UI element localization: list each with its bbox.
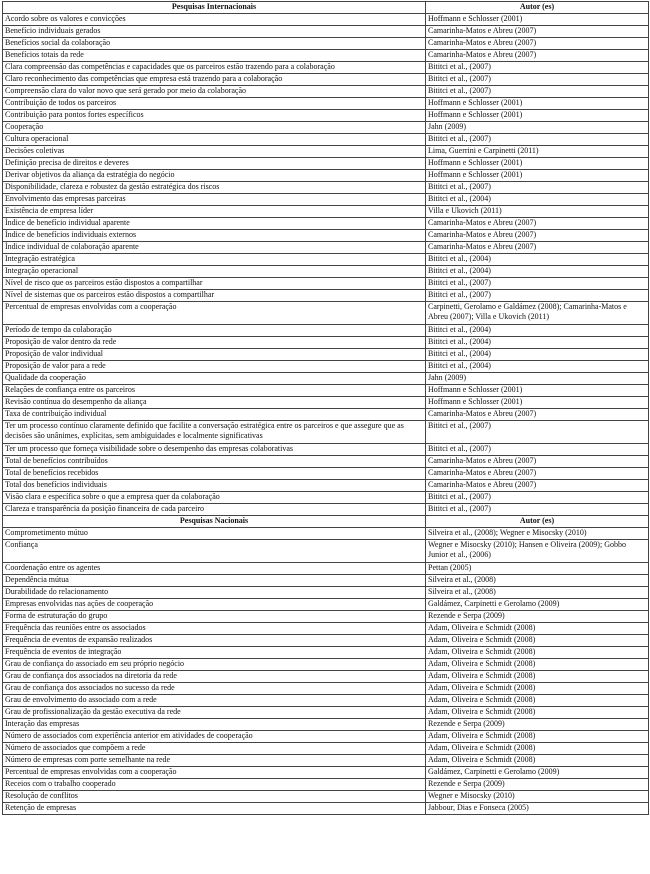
criterion-cell: Benefícios totais da rede	[3, 50, 426, 62]
author-cell: Adam, Oliveira e Schmidt (2008)	[426, 671, 649, 683]
author-cell: Lima, Guerrini e Carpinetti (2011)	[426, 146, 649, 158]
criterion-cell: Total dos benefícios individuais	[3, 480, 426, 492]
criterion-cell: Cultura operacional	[3, 134, 426, 146]
table-row	[3, 791, 649, 803]
table-row	[3, 659, 649, 671]
author-cell: Bititci et al., (2007)	[426, 444, 649, 456]
table-row	[3, 528, 649, 540]
author-cell: Carpinetti, Gerolamo e Galdámez (2008); Camarinha-Matos e Abreu (2007); Villa e Ukovich (2011)	[426, 302, 649, 325]
national-section	[3, 516, 649, 815]
criterion-cell: Taxa de contribuição individual	[3, 409, 426, 421]
criterion-cell: Integração operacional	[3, 266, 426, 278]
table-row	[3, 480, 649, 492]
author-cell: Hoffmann e Schlosser (2001)	[426, 110, 649, 122]
author-cell: Bititci et al., (2007)	[426, 278, 649, 290]
author-cell: Hoffmann e Schlosser (2001)	[426, 385, 649, 397]
criterion-cell: Disponibilidade, clareza e robustez da gestão estratégica dos riscos	[3, 182, 426, 194]
criterion-cell: Empresas envolvidas nas ações de cooperação	[3, 599, 426, 611]
criterion-cell: Contribuição de todos os parceiros	[3, 98, 426, 110]
criterion-cell: Ter um processo contínuo claramente definido que facilite a conversação estratégica entre os parceiros e que assegure que as decisões são unânimes, explícitas, sem ambiguidades e localmente significativas	[3, 421, 426, 444]
international-header-criterion: Pesquisas Internacionais	[3, 2, 426, 14]
criterion-cell: Frequência de eventos de expansão realizados	[3, 635, 426, 647]
criterion-cell: Forma de estruturação do grupo	[3, 611, 426, 623]
criterion-cell: Benefícios social da colaboração	[3, 38, 426, 50]
criterion-cell: Total de benefícios contribuídos	[3, 456, 426, 468]
table-row	[3, 146, 649, 158]
author-cell: Camarinha-Matos e Abreu (2007)	[426, 230, 649, 242]
author-cell: Silveira et al., (2008); Wegner e Misocsky (2010)	[426, 528, 649, 540]
criterion-cell: Ter um processo que forneça visibilidade sobre o desempenho das empresas colaborativas	[3, 444, 426, 456]
author-cell: Silveira et al., (2008)	[426, 575, 649, 587]
criterion-cell: Período de tempo da colaboração	[3, 325, 426, 337]
criterion-cell: Total de benefícios recebidos	[3, 468, 426, 480]
author-cell: Bititci et al., (2004)	[426, 361, 649, 373]
criterion-cell: Receios com o trabalho cooperado	[3, 779, 426, 791]
author-cell: Bititci et al., (2004)	[426, 325, 649, 337]
table-row	[3, 38, 649, 50]
criterion-cell: Coordenação entre os agentes	[3, 563, 426, 575]
author-cell: Camarinha-Matos e Abreu (2007)	[426, 468, 649, 480]
criterion-cell: Resolução de conflitos	[3, 791, 426, 803]
table-row	[3, 278, 649, 290]
criterion-cell: Nível de risco que os parceiros estão dispostos a compartilhar	[3, 278, 426, 290]
national-header-author: Autor (es)	[426, 516, 649, 528]
criterion-cell: Envolvimento das empresas parceiras	[3, 194, 426, 206]
table-row	[3, 671, 649, 683]
author-cell: Camarinha-Matos e Abreu (2007)	[426, 456, 649, 468]
table-row	[3, 26, 649, 38]
criterion-cell: Índice individual de colaboração aparente	[3, 242, 426, 254]
author-cell: Rezende e Serpa (2009)	[426, 779, 649, 791]
author-cell: Bititci et al., (2007)	[426, 86, 649, 98]
table-row	[3, 86, 649, 98]
table-row	[3, 62, 649, 74]
table-row	[3, 194, 649, 206]
criterion-cell: Decisões coletivas	[3, 146, 426, 158]
table-row	[3, 575, 649, 587]
table-row	[3, 635, 649, 647]
criterion-cell: Clara compreensão das competências e capacidades que os parceiros estão trazendo para a colaboração	[3, 62, 426, 74]
author-cell: Bititci et al., (2007)	[426, 421, 649, 444]
author-cell: Camarinha-Matos e Abreu (2007)	[426, 38, 649, 50]
table-row	[3, 504, 649, 516]
criterion-cell: Comprometimento mútuo	[3, 528, 426, 540]
table-row	[3, 337, 649, 349]
author-cell: Camarinha-Matos e Abreu (2007)	[426, 50, 649, 62]
table-row	[3, 290, 649, 302]
table-row	[3, 707, 649, 719]
table-row	[3, 110, 649, 122]
criterion-cell: Integração estratégica	[3, 254, 426, 266]
criterion-cell: Percentual de empresas envolvidas com a cooperação	[3, 302, 426, 325]
criterion-cell: Grau de confiança dos associados no sucesso da rede	[3, 683, 426, 695]
author-cell: Adam, Oliveira e Schmidt (2008)	[426, 683, 649, 695]
author-cell: Adam, Oliveira e Schmidt (2008)	[426, 731, 649, 743]
national-header-criterion: Pesquisas Nacionais	[3, 516, 426, 528]
criterion-cell: Número de empresas com porte semelhante na rede	[3, 755, 426, 767]
author-cell: Rezende e Serpa (2009)	[426, 719, 649, 731]
table-row	[3, 563, 649, 575]
table-row	[3, 14, 649, 26]
criterion-cell: Interação das empresas	[3, 719, 426, 731]
table-row	[3, 74, 649, 86]
criterion-cell: Visão clara e específica sobre o que a empresa quer da colaboração	[3, 492, 426, 504]
table-row	[3, 623, 649, 635]
criterion-cell: Nível de sistemas que os parceiros estão dispostos a compartilhar	[3, 290, 426, 302]
author-cell: Camarinha-Matos e Abreu (2007)	[426, 26, 649, 38]
table-row	[3, 731, 649, 743]
author-cell: Villa e Ukovich (2011)	[426, 206, 649, 218]
table-row	[3, 767, 649, 779]
table-row	[3, 647, 649, 659]
table-row	[3, 779, 649, 791]
author-cell: Silveira et al., (2008)	[426, 587, 649, 599]
author-cell: Bititci et al., (2004)	[426, 194, 649, 206]
author-cell: Jahn (2009)	[426, 122, 649, 134]
table-row	[3, 361, 649, 373]
table-row	[3, 755, 649, 767]
table-row	[3, 421, 649, 444]
author-cell: Bititci et al., (2004)	[426, 254, 649, 266]
table-row	[3, 599, 649, 611]
author-cell: Bititci et al., (2007)	[426, 74, 649, 86]
international-section	[3, 2, 649, 516]
criterion-cell: Grau de envolvimento do associado com a rede	[3, 695, 426, 707]
criterion-cell: Proposição de valor para a rede	[3, 361, 426, 373]
table-row	[3, 611, 649, 623]
table-row	[3, 385, 649, 397]
author-cell: Camarinha-Matos e Abreu (2007)	[426, 480, 649, 492]
author-cell: Adam, Oliveira e Schmidt (2008)	[426, 743, 649, 755]
criterion-cell: Proposição de valor individual	[3, 349, 426, 361]
table-row	[3, 587, 649, 599]
author-cell: Adam, Oliveira e Schmidt (2008)	[426, 623, 649, 635]
author-cell: Galdámez, Carpinetti e Gerolamo (2009)	[426, 599, 649, 611]
table-row	[3, 325, 649, 337]
author-cell: Bititci et al., (2004)	[426, 266, 649, 278]
author-cell: Jahn (2009)	[426, 373, 649, 385]
criterion-cell: Frequência das reuniões entre os associados	[3, 623, 426, 635]
table-row	[3, 242, 649, 254]
criterion-cell: Número de associados com experiência anterior em atividades de cooperação	[3, 731, 426, 743]
table-row	[3, 230, 649, 242]
criterion-cell: Existência de empresa líder	[3, 206, 426, 218]
table-row	[3, 170, 649, 182]
author-cell: Hoffmann e Schlosser (2001)	[426, 397, 649, 409]
author-cell: Hoffmann e Schlosser (2001)	[426, 158, 649, 170]
author-cell: Adam, Oliveira e Schmidt (2008)	[426, 659, 649, 671]
table-row	[3, 695, 649, 707]
criterion-cell: Proposição de valor dentro da rede	[3, 337, 426, 349]
table-row	[3, 254, 649, 266]
author-cell: Hoffmann e Schlosser (2001)	[426, 14, 649, 26]
criterion-cell: Compreensão clara do valor novo que será gerado por meio da colaboração	[3, 86, 426, 98]
criterion-cell: Dependência mútua	[3, 575, 426, 587]
author-cell: Bititci et al., (2004)	[426, 349, 649, 361]
table-row	[3, 134, 649, 146]
author-cell: Adam, Oliveira e Schmidt (2008)	[426, 635, 649, 647]
author-cell: Jabbour, Dias e Fonseca (2005)	[426, 803, 649, 815]
author-cell: Camarinha-Matos e Abreu (2007)	[426, 218, 649, 230]
table-row	[3, 50, 649, 62]
criterion-cell: Índice de benefício individual aparente	[3, 218, 426, 230]
criterion-cell: Frequência de eventos de integração	[3, 647, 426, 659]
table-row	[3, 302, 649, 325]
table-row	[3, 409, 649, 421]
international-header-author: Autor (es)	[426, 2, 649, 14]
criterion-cell: Percentual de empresas envolvidas com a cooperação	[3, 767, 426, 779]
table-row	[3, 266, 649, 278]
author-cell: Bititci et al., (2007)	[426, 62, 649, 74]
author-cell: Wegner e Misocsky (2010); Hansen e Oliveira (2009); Gobbo Junior et al., (2006)	[426, 540, 649, 563]
table-row	[3, 492, 649, 504]
author-cell: Bititci et al., (2004)	[426, 337, 649, 349]
table-row	[3, 468, 649, 480]
table-row	[3, 182, 649, 194]
author-cell: Adam, Oliveira e Schmidt (2008)	[426, 755, 649, 767]
author-cell: Galdámez, Carpinetti e Gerolamo (2009)	[426, 767, 649, 779]
criterion-cell: Benefício individuais gerados	[3, 26, 426, 38]
table-row	[3, 719, 649, 731]
criterion-cell: Grau de profissionalização da gestão executiva da rede	[3, 707, 426, 719]
criteria-table-container	[2, 1, 648, 815]
criteria-table	[2, 1, 649, 815]
criterion-cell: Claro reconhecimento das competências que empresa está trazendo para a colaboração	[3, 74, 426, 86]
table-row	[3, 158, 649, 170]
author-cell: Hoffmann e Schlosser (2001)	[426, 170, 649, 182]
table-row	[3, 743, 649, 755]
criterion-cell: Grau de confiança do associado em seu próprio negócio	[3, 659, 426, 671]
table-row	[3, 456, 649, 468]
author-cell: Rezende e Serpa (2009)	[426, 611, 649, 623]
criterion-cell: Número de associados que compõem a rede	[3, 743, 426, 755]
author-cell: Hoffmann e Schlosser (2001)	[426, 98, 649, 110]
author-cell: Pettan (2005)	[426, 563, 649, 575]
table-row	[3, 349, 649, 361]
criterion-cell: Qualidade da cooperação	[3, 373, 426, 385]
table-row	[3, 98, 649, 110]
criterion-cell: Retenção de empresas	[3, 803, 426, 815]
author-cell: Adam, Oliveira e Schmidt (2008)	[426, 707, 649, 719]
criterion-cell: Durabilidade do relacionamento	[3, 587, 426, 599]
criterion-cell: Grau de confiança dos associados na diretoria da rede	[3, 671, 426, 683]
table-row	[3, 122, 649, 134]
table-row	[3, 397, 649, 409]
table-row	[3, 373, 649, 385]
author-cell: Bititci et al., (2007)	[426, 504, 649, 516]
international-header-row	[3, 2, 649, 14]
criterion-cell: Derivar objetivos da aliança da estratégia do negócio	[3, 170, 426, 182]
author-cell: Wegner e Misocsky (2010)	[426, 791, 649, 803]
author-cell: Bititci et al., (2007)	[426, 492, 649, 504]
table-row	[3, 683, 649, 695]
author-cell: Bititci et al., (2007)	[426, 290, 649, 302]
national-header-row	[3, 516, 649, 528]
author-cell: Adam, Oliveira e Schmidt (2008)	[426, 647, 649, 659]
table-row	[3, 444, 649, 456]
criterion-cell: Contribuição para pontos fortes específicos	[3, 110, 426, 122]
table-row	[3, 206, 649, 218]
author-cell: Bititci et al., (2007)	[426, 182, 649, 194]
criterion-cell: Definição precisa de direitos e deveres	[3, 158, 426, 170]
criterion-cell: Acordo sobre os valores e convicções	[3, 14, 426, 26]
author-cell: Bititci et al., (2007)	[426, 134, 649, 146]
criterion-cell: Relações de confiança entre os parceiros	[3, 385, 426, 397]
criterion-cell: Revisão contínua do desempenho da aliança	[3, 397, 426, 409]
criterion-cell: Clareza e transparência da posição financeira de cada parceiro	[3, 504, 426, 516]
criterion-cell: Cooperação	[3, 122, 426, 134]
table-row	[3, 540, 649, 563]
author-cell: Camarinha-Matos e Abreu (2007)	[426, 242, 649, 254]
criterion-cell: Confiança	[3, 540, 426, 563]
table-row	[3, 218, 649, 230]
table-row	[3, 803, 649, 815]
author-cell: Camarinha-Matos e Abreu (2007)	[426, 409, 649, 421]
criterion-cell: Índice de benefícios individuais externos	[3, 230, 426, 242]
author-cell: Adam, Oliveira e Schmidt (2008)	[426, 695, 649, 707]
